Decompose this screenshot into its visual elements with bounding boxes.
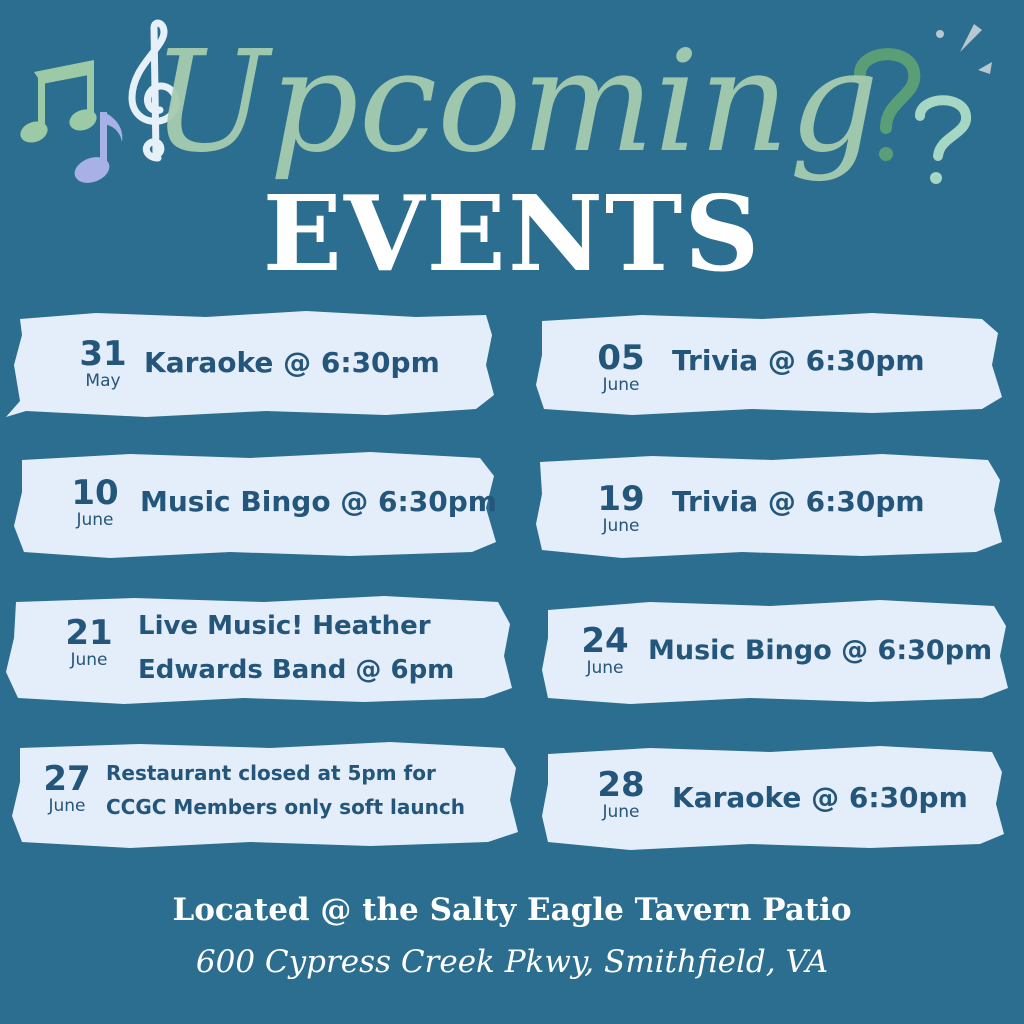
event-month: May xyxy=(85,371,121,391)
event-title: Trivia @ 6:30pm xyxy=(672,485,925,518)
event-month: June xyxy=(70,650,108,670)
event-card xyxy=(532,446,1004,564)
event-date xyxy=(34,759,100,816)
event-month: June xyxy=(602,375,640,395)
event-card xyxy=(532,305,1004,423)
event-title: Music Bingo @ 6:30pm xyxy=(140,485,497,518)
event-title: Music Bingo @ 6:30pm xyxy=(648,635,993,666)
event-card xyxy=(540,592,1010,710)
event-title: Karaoke @ 6:30pm xyxy=(672,781,968,814)
location-line: Located @ the Salty Eagle Tavern Patio xyxy=(172,892,852,928)
sparkle-lines-icon xyxy=(930,22,1000,92)
event-date xyxy=(586,338,656,395)
event-card xyxy=(10,446,500,564)
event-card xyxy=(4,590,516,710)
event-title: Trivia @ 6:30pm xyxy=(672,344,925,377)
event-card xyxy=(10,736,520,854)
event-month: June xyxy=(76,510,114,530)
event-day: 10 xyxy=(71,473,119,513)
event-title: Karaoke @ 6:30pm xyxy=(144,346,440,379)
svg-text:Upcoming: Upcoming xyxy=(151,21,879,184)
event-month: June xyxy=(602,516,640,536)
event-date xyxy=(586,479,656,536)
event-day: 31 xyxy=(79,334,127,374)
event-date xyxy=(54,613,124,670)
event-date xyxy=(68,334,138,391)
event-day: 05 xyxy=(597,338,645,378)
event-month: June xyxy=(586,658,624,678)
event-title-line: Live Music! Heather xyxy=(138,611,431,641)
event-title-line: Edwards Band @ 6pm xyxy=(138,655,455,685)
event-day: 19 xyxy=(597,479,645,519)
event-month: June xyxy=(48,796,86,816)
event-day: 27 xyxy=(43,759,91,799)
event-date xyxy=(586,765,656,822)
question-mark-icon xyxy=(908,92,978,188)
address-line: 600 Cypress Creek Pkwy, Smithfield, VA xyxy=(195,944,829,980)
event-card xyxy=(6,305,498,423)
upcoming-script-title xyxy=(151,0,879,200)
event-day: 24 xyxy=(581,621,629,661)
event-month: June xyxy=(602,802,640,822)
event-date xyxy=(570,621,640,678)
event-title xyxy=(138,604,454,692)
event-card xyxy=(540,738,1006,856)
event-day: 21 xyxy=(65,613,113,653)
event-date xyxy=(60,473,130,530)
events-title: EVENTS xyxy=(262,172,762,295)
event-title-line: Restaurant closed at 5pm for xyxy=(106,761,436,785)
event-title-line: CCGC Members only soft launch xyxy=(106,795,465,819)
event-day: 28 xyxy=(597,765,645,805)
event-title xyxy=(106,756,465,824)
